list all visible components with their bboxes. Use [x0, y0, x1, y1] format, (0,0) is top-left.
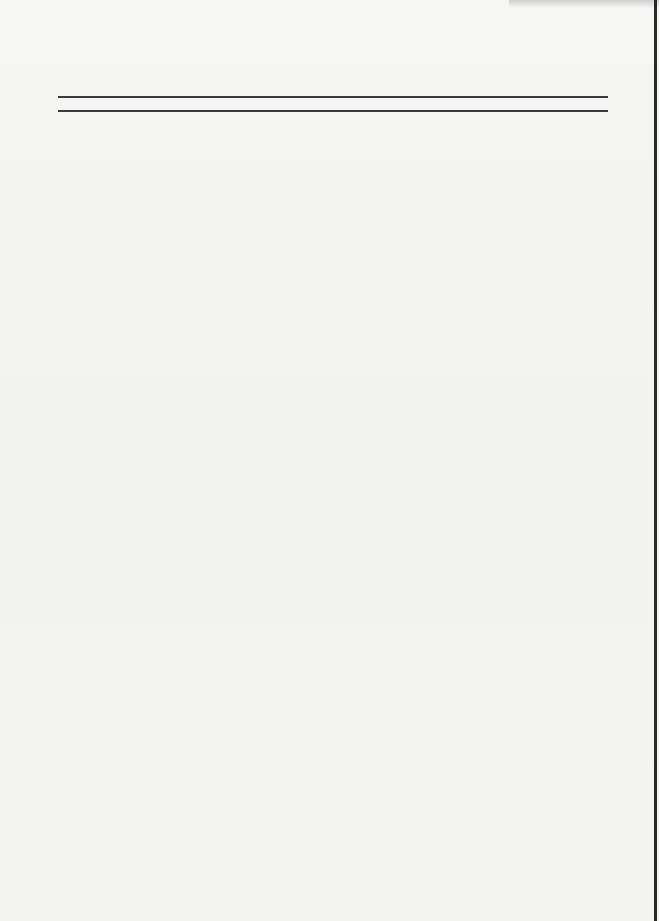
answer-line: [58, 110, 608, 112]
answer-line: [58, 96, 608, 98]
q12-question: [40, 586, 82, 604]
scan-shadow: [509, 0, 659, 8]
scan-edge: [654, 0, 657, 921]
q11-question: [40, 518, 82, 536]
